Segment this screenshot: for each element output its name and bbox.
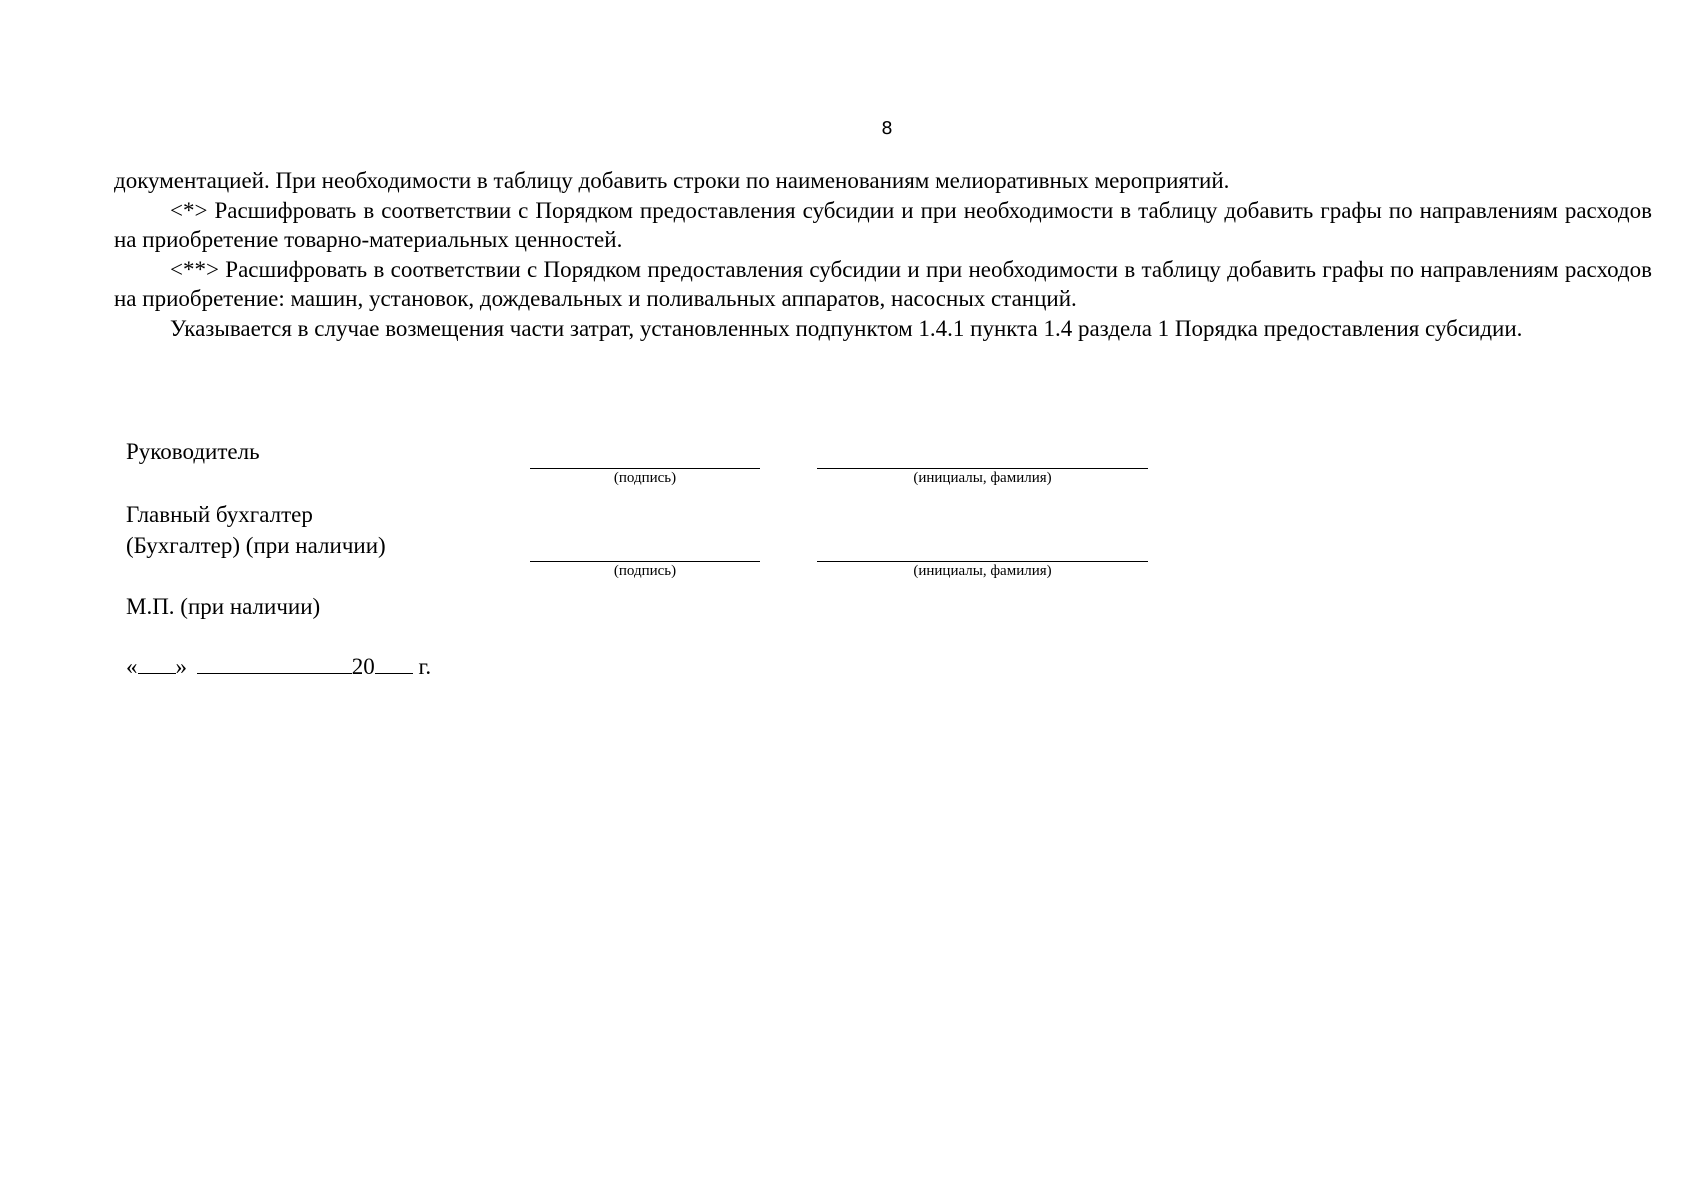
note-continuation: документацией. При необходимости в таблицу добавить строки по наименованиям мелиоративных мероприятий.	[114, 168, 1230, 193]
year-prefix: 20	[351, 654, 375, 679]
date-open-quote: «	[126, 654, 138, 679]
day-blank	[138, 653, 176, 674]
year-suffix: г.	[418, 654, 432, 679]
month-blank	[197, 653, 352, 674]
accountant-label-line2: (Бухгалтер) (при наличии)	[126, 533, 386, 558]
head-label: Руководитель	[126, 439, 260, 464]
accountant-label-line1: Главный бухгалтер	[126, 502, 313, 527]
year-blank	[375, 653, 413, 674]
accountant-name-caption: (инициалы, фамилия)	[913, 563, 1052, 579]
date-close-quote: »	[175, 654, 187, 679]
date-line	[126, 652, 431, 682]
page-number: 8	[881, 118, 893, 139]
note-reimbursement: Указывается в случае возмещения части затрат, установленных подпунктом 1.4.1 пункта 1.4 раздела 1 Порядка предоставления субсидии.	[170, 315, 1523, 341]
head-name-caption: (инициалы, фамилия)	[913, 470, 1052, 486]
head-signature-caption: (подпись)	[613, 470, 677, 486]
footnotes-block	[114, 166, 1652, 343]
note-double-asterisk: <**> Расшифровать в соответствии с Порядком предоставления субсидии и при необходимости в таблицу добавить графы по направлениям расходов на приобретение: машин, установок, дождевальных и поливальных аппаратов, насосных станций.	[114, 256, 1652, 311]
accountant-signature-caption: (подпись)	[613, 563, 677, 579]
note-asterisk: <*> Расшифровать в соответствии с Порядком предоставления субсидии и при необходимости в таблицу добавить графы по направлениям расходов на приобретение товарно-материальных ценностей.	[114, 197, 1652, 252]
stamp-label: М.П. (при наличии)	[126, 594, 321, 619]
